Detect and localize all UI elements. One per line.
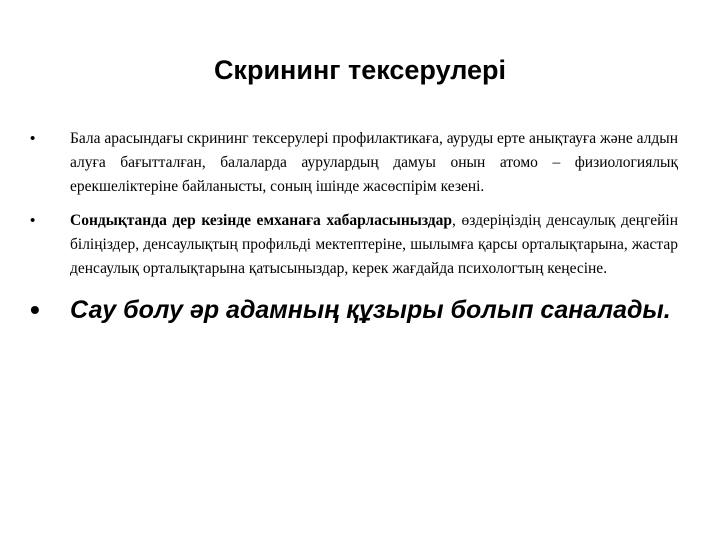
bullet-text: Бала арасындағы скрининг тексерулері профилактикаға, ауруды ерте анықтауға және алдын алуға бағытталған, балаларда аурулардың дамуы онын атомо – физиологиялық ерекшеліктеріне байланысты, соның ішінде жасөспірім кезені. bbox=[70, 130, 679, 195]
bullet-item-screening bbox=[26, 127, 678, 199]
bullet-text: , өздеріңіздің денсаулық деңгейін біліңіздер, денсаулықтың профильді мектептеріне, шылымға қарсы орталықтарына, жастар денсаулық орталықтарына қатысыныздар, керек жағдайда психологтың кеңесіне. bbox=[70, 212, 678, 277]
bullet-list bbox=[26, 127, 678, 329]
bullet-item-health bbox=[26, 291, 678, 329]
bullet-marker-icon: • bbox=[30, 294, 40, 325]
bullet-item-clinic bbox=[26, 209, 678, 281]
bullet-bold-text: Сондықтанда дер кезінде емханаға хабарласыныздар bbox=[70, 212, 453, 229]
bullet-marker-icon: • bbox=[30, 212, 36, 229]
bullet-text: Сау болу әр адамның құзыры болып саналады. bbox=[70, 296, 671, 324]
bullet-marker-icon: • bbox=[30, 130, 36, 147]
slide-title: Скрининг тексерулері bbox=[213, 55, 507, 85]
